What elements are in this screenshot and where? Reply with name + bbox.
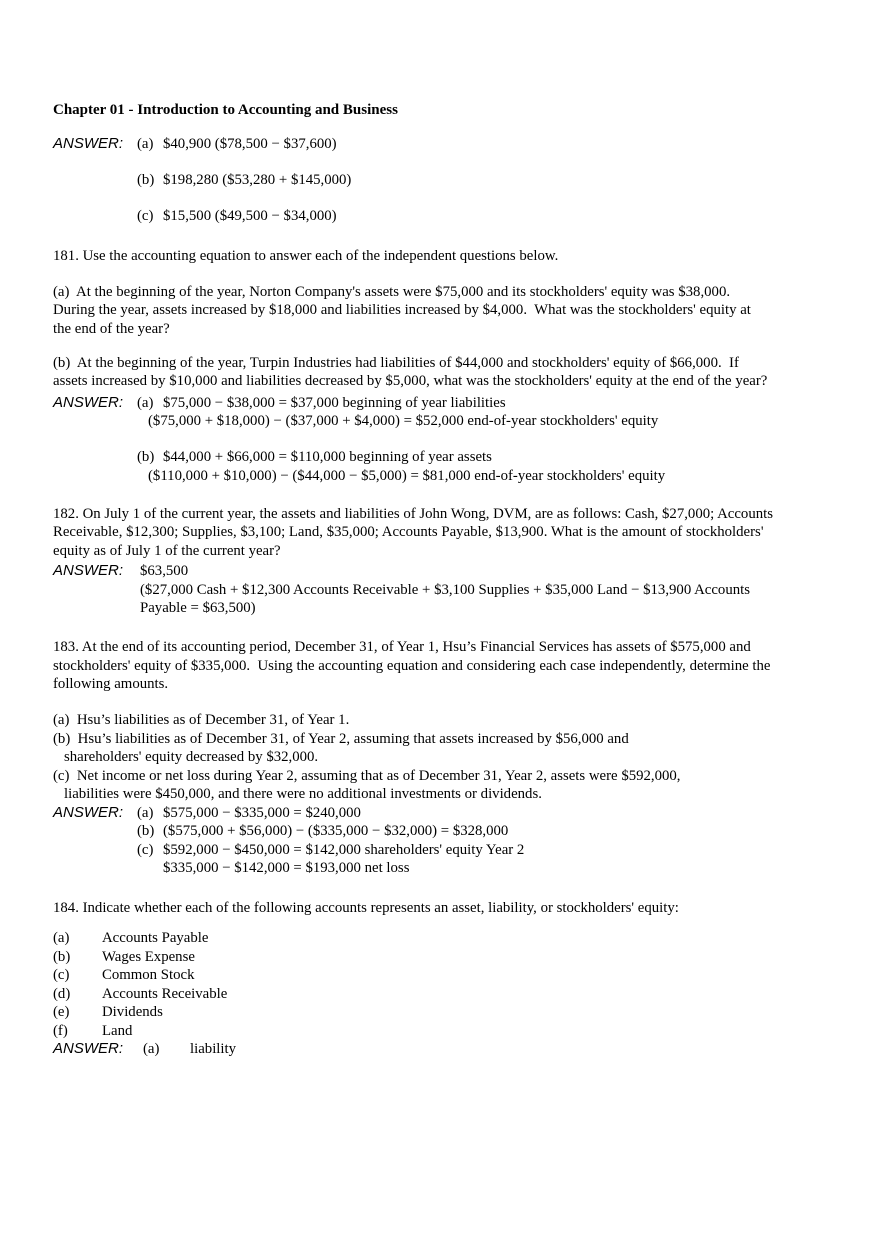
paragraph-line: (a) At the beginning of the year, Norton Company's assets were $75,000 and its stockholders' equity was $38,000. [53,283,731,300]
item-letter: (c) [137,841,154,858]
answer-continuation: $335,000 − $142,000 = $193,000 net loss [163,860,410,876]
account-name: Land [102,1022,133,1039]
account-name: Dividends [102,1004,163,1020]
question-184-stem: 184. Indicate whether each of the following accounts represents an asset, liability, or stockholders' equity: [53,900,679,916]
answer-text: ($575,000 + $56,000) − ($335,000 − $32,000) = $328,000 [163,823,509,839]
paragraph-line: 182. On July 1 of the current year, the assets and liabilities of John Wong, DVM, are as follows: Cash, $27,000; Accounts [53,505,773,522]
item-letter: (a) [137,394,154,411]
answer-label: ANSWER: [53,134,124,152]
item-letter: (f) [53,1022,68,1039]
item-letter: (e) [53,1004,70,1020]
question-182-stem [53,505,828,561]
question-181-part-b [53,354,828,391]
question-183-part-b: (b) Hsu’s liabilities as of December 31, of Year 2, assuming that assets increased by $56,000 and [53,730,629,747]
item-letter: (b) [137,823,155,839]
list-item [53,948,828,967]
item-letter: (d) [53,985,71,1002]
answer-text: $592,000 − $450,000 = $142,000 shareholders' equity Year 2 [163,841,525,858]
item-letter: (b) [137,449,155,465]
answer-label: ANSWER: [53,803,124,821]
answer-row [53,448,828,467]
question-181-part-a [53,283,828,339]
question-181-stem: 181. Use the accounting equation to answer each of the independent questions below. [53,247,559,264]
answer-continuation: ($75,000 + $18,000) − ($37,000 + $4,000) = $52,000 end-of-year stockholders' equity [148,413,659,429]
paragraph-line: Receivable, $12,300; Supplies, $3,100; Land, $35,000; Accounts Payable, $13,900. What is the amount of stockholders' [53,524,764,540]
paragraph-line: 183. At the end of its accounting period, December 31, of Year 1, Hsu’s Financial Services has assets of $575,000 and [53,639,751,655]
item-letter: (a) [53,930,70,946]
list-item [53,985,828,1004]
chapter-header: Chapter 01 - Introduction to Accounting and Business [53,102,398,118]
answer-row [53,822,828,841]
item-letter: (b) [137,171,155,188]
answer-text: $63,500 [140,563,189,579]
item-letter: (b) [53,948,71,965]
top-answer-row-c [53,207,828,226]
list-item [53,966,828,985]
item-letter: (a) [137,804,154,821]
answer-row [53,562,828,581]
answer-continuation: ($27,000 Cash + $12,300 Accounts Receivable + $3,100 Supplies + $35,000 Land − $13,900 Accounts [140,581,750,598]
answer-text: $40,900 ($78,500 − $37,600) [163,135,337,152]
list-item [53,1003,828,1022]
answer-row [53,394,828,413]
question-183-part-c: (c) Net income or net loss during Year 2, assuming that as of December 31, Year 2, assets were $592,000, [53,767,681,784]
question-182-answer [53,562,828,618]
question-183-part-c-wrap: liabilities were $450,000, and there were no additional investments or dividends. [64,786,542,802]
answer-row [53,804,828,823]
item-letter: (c) [137,207,154,224]
question-184-answer [53,1040,828,1059]
top-answer-row-a [53,135,828,154]
answer-text: $44,000 + $66,000 = $110,000 beginning of year assets [163,449,492,465]
account-name: Accounts Receivable [102,985,228,1002]
paragraph-line: (b) At the beginning of the year, Turpin Industries had liabilities of $44,000 and stockholders' equity of $66,000. If [53,354,739,371]
paragraph-line: stockholders' equity of $335,000. Using the accounting equation and considering each case independently, determine the [53,657,771,674]
question-184-list [53,929,828,1040]
question-181-answer [53,394,828,486]
list-item [53,929,828,948]
paragraph-line: the end of the year? [53,320,170,337]
answer-text: $198,280 ($53,280 + $145,000) [163,171,352,188]
paragraph-line: equity as of July 1 of the current year? [53,542,281,559]
item-letter: (a) [137,135,154,152]
question-183-part-b-wrap: shareholders' equity decreased by $32,000. [64,749,319,765]
item-letter: (a) [143,1041,160,1057]
answer-continuation: ($110,000 + $10,000) − ($44,000 − $5,000) = $81,000 end-of-year stockholders' equity [148,467,666,484]
paragraph-line: assets increased by $10,000 and liabilities decreased by $5,000, what was the stockholders' equity at the end of the year? [53,373,768,389]
list-item [53,1022,828,1041]
top-answer-row-b [53,171,828,190]
question-183-part-a: (a) Hsu’s liabilities as of December 31, of Year 1. [53,712,350,728]
answer-continuation: Payable = $63,500) [140,600,256,616]
account-name: Wages Expense [102,948,195,965]
answer-row [53,841,828,860]
answer-label: ANSWER: [53,393,124,411]
paragraph-line: During the year, assets increased by $18,000 and liabilities increased by $4,000. What was the stockholders' equity at [53,302,751,318]
answer-label: ANSWER: [53,562,124,579]
answer-text: $575,000 − $335,000 = $240,000 [163,804,361,821]
answer-text: liability [190,1041,237,1057]
answer-label: ANSWER: [53,1040,124,1057]
answer-text: $75,000 − $38,000 = $37,000 beginning of year liabilities [163,394,506,411]
question-183-answer [53,804,828,878]
account-name: Common Stock [102,967,195,983]
question-183-parts [53,711,828,804]
account-name: Accounts Payable [102,930,209,946]
paragraph-line: following amounts. [53,676,169,692]
item-letter: (c) [53,967,70,983]
answer-text: $15,500 ($49,500 − $34,000) [163,207,337,224]
question-183-stem [53,638,828,694]
